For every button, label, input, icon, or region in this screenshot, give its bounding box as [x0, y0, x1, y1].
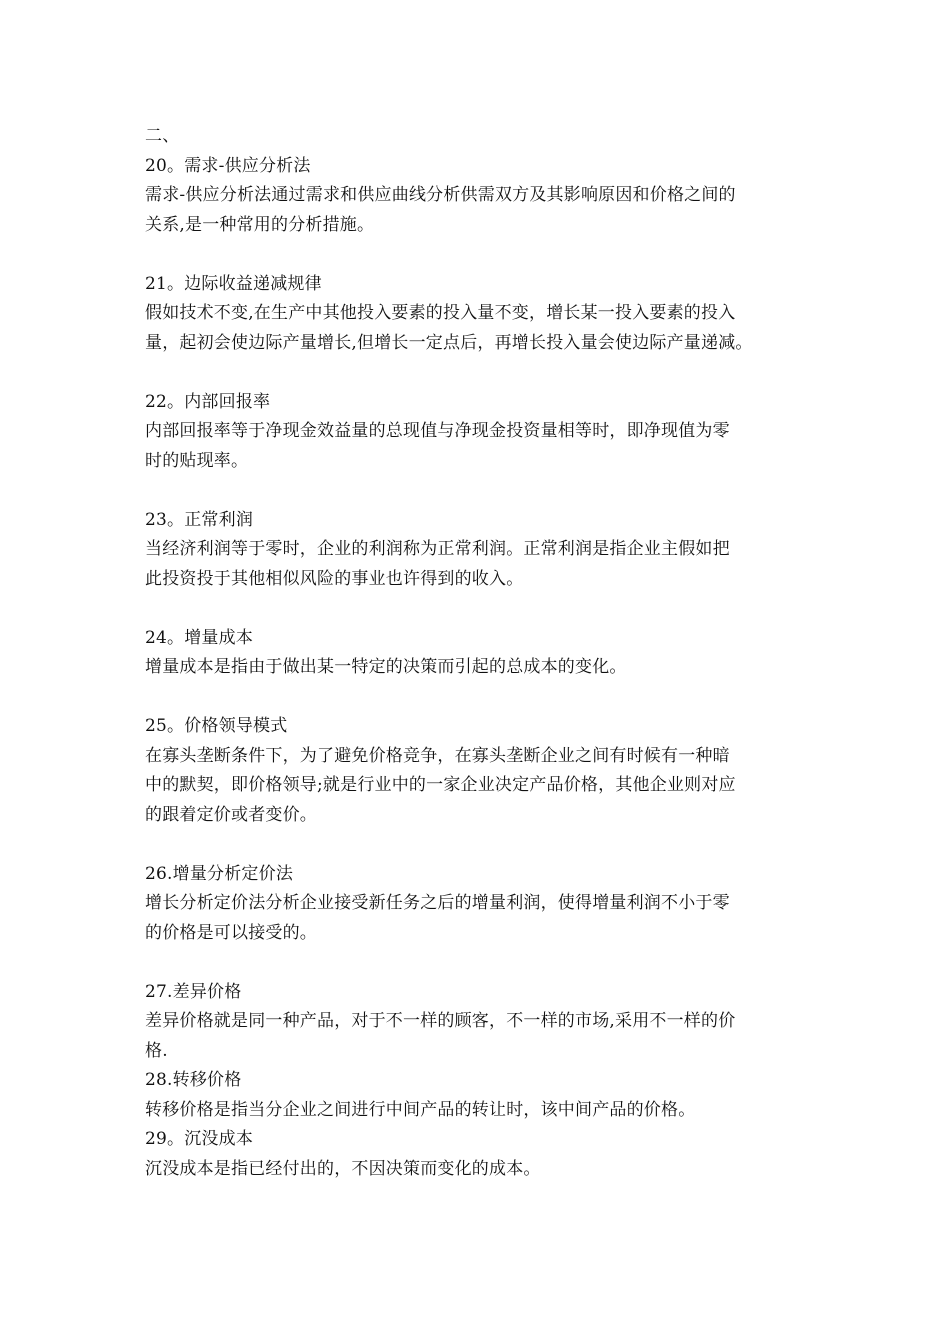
- glossary-entry: [145, 1066, 815, 1125]
- paragraph-gap: [145, 948, 815, 978]
- glossary-entry: [145, 978, 815, 1067]
- paragraph-gap: [145, 594, 815, 624]
- entry-text: 量，起初会使边际产量增长,但增长一定点后，再增长投入量会使边际产量递减。: [145, 332, 753, 353]
- glossary-entry: [145, 860, 815, 949]
- paragraph-gap: [145, 240, 815, 270]
- entry-term: 25。价格领导模式: [145, 716, 288, 736]
- entry-text: 格.: [145, 1040, 168, 1061]
- entry-text: 需求-供应分析法通过需求和供应曲线分析供需双方及其影响原因和价格之间的: [145, 185, 736, 205]
- entry-text: 的跟着定价或者变价。: [145, 804, 317, 825]
- entry-text: 差异价格就是同一种产品，对于不一样的顾客，不一样的市场,采用不一样的价: [145, 1011, 736, 1031]
- entry-text: 沉没成本是指已经付出的，不因决策而变化的成本。: [145, 1158, 541, 1179]
- entry-text: 当经济利润等于零时，企业的利润称为正常利润。正常利润是指企业主假如把: [145, 539, 730, 559]
- entry-text: 内部回报率等于净现金效益量的总现值与净现金投资量相等时，即净现值为零: [145, 421, 730, 441]
- paragraph-gap: [145, 476, 815, 506]
- entry-term: 29。沉没成本: [145, 1129, 254, 1149]
- entry-term: 22。内部回报率: [145, 391, 271, 412]
- paragraph-gap: [145, 358, 815, 388]
- paragraph-gap: [145, 830, 815, 860]
- glossary-entry: [145, 1125, 815, 1184]
- glossary-entry: [145, 270, 815, 359]
- entry-text: 此投资投于其他相似风险的事业也许得到的收入。: [145, 568, 524, 589]
- glossary-entry: [145, 712, 815, 830]
- entry-term: 27.差异价格: [145, 981, 242, 1002]
- glossary-entry: [145, 624, 815, 683]
- entry-text: 在寡头垄断条件下，为了避免价格竞争，在寡头垄断企业之间有时候有一种暗: [145, 745, 730, 766]
- entry-text: 时的贴现率。: [145, 450, 249, 471]
- entry-text: 转移价格是指当分企业之间进行中间产品的转让时，该中间产品的价格。: [145, 1099, 696, 1120]
- entry-text: 关系,是一种常用的分析措施。: [145, 214, 375, 235]
- entry-term: 26.增量分析定价法: [145, 863, 294, 884]
- entry-term: 20。需求-供应分析法: [145, 155, 311, 176]
- entry-text: 假如技术不变,在生产中其他投入要素的投入量不变，增长某一投入要素的投入: [145, 303, 736, 323]
- paragraph-gap: [145, 683, 815, 713]
- document-body: [145, 122, 815, 1184]
- entry-text: 增长分析定价法分析企业接受新任务之后的增量利润，使得增量利润不小于零: [145, 893, 730, 913]
- entry-term: 23。正常利润: [145, 509, 254, 530]
- entry-text: 增量成本是指由于做出某一特定的决策而引起的总成本的变化。: [145, 657, 627, 677]
- entry-text: 的价格是可以接受的。: [145, 922, 317, 943]
- entry-term: 21。边际收益递减规律: [145, 273, 322, 294]
- entry-term: 28.转移价格: [145, 1070, 242, 1090]
- glossary-entry: [145, 152, 815, 241]
- glossary-entry: [145, 388, 815, 477]
- entry-term: 24。增量成本: [145, 627, 254, 648]
- glossary-entry: [145, 506, 815, 595]
- entry-text: 中的默契，即价格领导;就是行业中的一家企业决定产品价格，其他企业则对应: [145, 775, 736, 795]
- section-marker: 二、: [145, 126, 180, 146]
